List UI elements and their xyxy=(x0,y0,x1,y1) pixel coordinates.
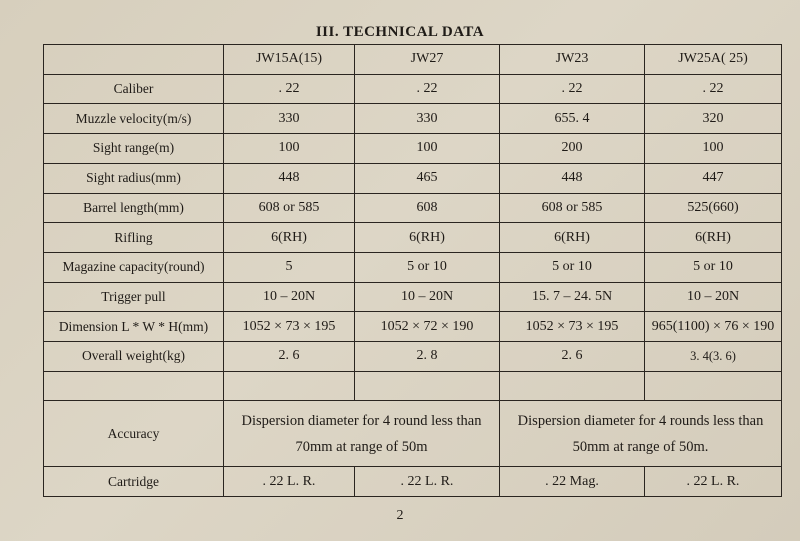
accuracy-cell-left: Dispersion diameter for 4 round less than 70mm at range of 50m xyxy=(224,401,500,467)
page-title: III. TECHNICAL DATA xyxy=(315,24,485,40)
cell: . 22 L. R. xyxy=(355,467,500,497)
cell: 6(RH) xyxy=(500,223,645,253)
column-header: JW23 xyxy=(500,45,645,75)
cell: 5 or 10 xyxy=(355,252,500,282)
cell: 330 xyxy=(224,104,355,134)
cell: 1052 × 73 × 195 xyxy=(500,312,645,342)
table-row xyxy=(44,282,782,312)
cell: 6(RH) xyxy=(645,223,782,253)
cell: 100 xyxy=(645,134,782,164)
column-header: JW15A(15) xyxy=(224,45,355,75)
column-header: JW27 xyxy=(355,45,500,75)
row-label: Caliber xyxy=(44,74,224,104)
cartridge-row xyxy=(44,467,782,497)
cell xyxy=(355,371,500,401)
cell: 447 xyxy=(645,163,782,193)
cell: 608 or 585 xyxy=(224,193,355,223)
cell: 655. 4 xyxy=(500,104,645,134)
row-label: Cartridge xyxy=(44,467,224,497)
cell: . 22 xyxy=(500,74,645,104)
row-label: Rifling xyxy=(44,223,224,253)
row-label: Sight range(m) xyxy=(44,134,224,164)
table-row xyxy=(44,312,782,342)
cell: 2. 6 xyxy=(500,342,645,372)
row-label xyxy=(44,371,224,401)
cell xyxy=(224,371,355,401)
header-corner xyxy=(44,45,224,75)
table-header-row xyxy=(44,45,782,75)
table-row xyxy=(44,74,782,104)
cell: 200 xyxy=(500,134,645,164)
cell: 10 – 20N xyxy=(355,282,500,312)
table-row xyxy=(44,223,782,253)
table-row xyxy=(44,104,782,134)
cell: 6(RH) xyxy=(224,223,355,253)
technical-data-table xyxy=(43,44,782,497)
cell: 5 or 10 xyxy=(645,252,782,282)
cell: 2. 8 xyxy=(355,342,500,372)
column-header: JW25A( 25) xyxy=(645,45,782,75)
table-row xyxy=(44,163,782,193)
cell: . 22 L. R. xyxy=(224,467,355,497)
cell: 448 xyxy=(500,163,645,193)
cell: 10 – 20N xyxy=(224,282,355,312)
cell: 100 xyxy=(355,134,500,164)
cell: 3. 4(3. 6) xyxy=(645,342,782,372)
cell: 1052 × 73 × 195 xyxy=(224,312,355,342)
cell xyxy=(645,371,782,401)
cell: 448 xyxy=(224,163,355,193)
accuracy-cell-right: Dispersion diameter for 4 rounds less than 50mm at range of 50m. xyxy=(500,401,782,467)
cell: 15. 7 – 24. 5N xyxy=(500,282,645,312)
cell: 2. 6 xyxy=(224,342,355,372)
row-label: Magazine capacity(round) xyxy=(44,252,224,282)
cell: 5 xyxy=(224,252,355,282)
cell: 6(RH) xyxy=(355,223,500,253)
cell: . 22 xyxy=(224,74,355,104)
table-row xyxy=(44,252,782,282)
cell: . 22 L. R. xyxy=(645,467,782,497)
table-row xyxy=(44,371,782,401)
table-row xyxy=(44,342,782,372)
accuracy-row xyxy=(44,401,782,467)
cell: 100 xyxy=(224,134,355,164)
row-label: Overall weight(kg) xyxy=(44,342,224,372)
cell: . 22 xyxy=(355,74,500,104)
cell: 5 or 10 xyxy=(500,252,645,282)
row-label: Dimension L * W * H(mm) xyxy=(44,312,224,342)
cell: 465 xyxy=(355,163,500,193)
cell: . 22 xyxy=(645,74,782,104)
row-label: Barrel length(mm) xyxy=(44,193,224,223)
table-row xyxy=(44,193,782,223)
cell: 525(660) xyxy=(645,193,782,223)
row-label: Muzzle velocity(m/s) xyxy=(44,104,224,134)
cell: 608 or 585 xyxy=(500,193,645,223)
cell: 10 – 20N xyxy=(645,282,782,312)
row-label: Accuracy xyxy=(44,401,224,467)
cell: 965(1100) × 76 × 190 xyxy=(645,312,782,342)
cell: 320 xyxy=(645,104,782,134)
cell: 330 xyxy=(355,104,500,134)
row-label: Trigger pull xyxy=(44,282,224,312)
table-row xyxy=(44,134,782,164)
row-label: Sight radius(mm) xyxy=(44,163,224,193)
cell: . 22 Mag. xyxy=(500,467,645,497)
page-number: 2 xyxy=(396,508,404,523)
cell xyxy=(500,371,645,401)
cell: 608 xyxy=(355,193,500,223)
cell: 1052 × 72 × 190 xyxy=(355,312,500,342)
